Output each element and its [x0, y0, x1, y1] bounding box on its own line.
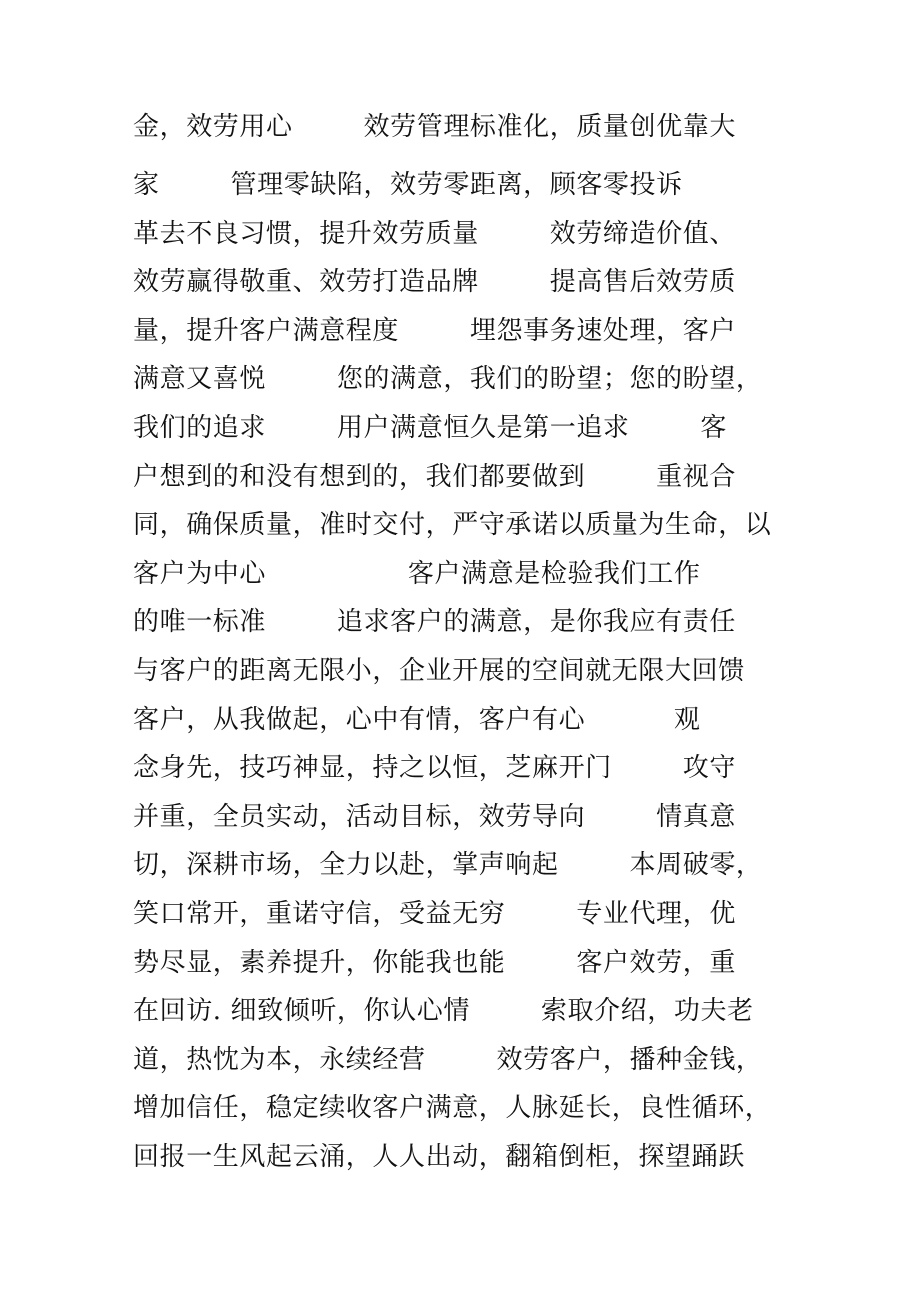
text-line-4: 效劳赢得敬重、效劳打造品牌 提高售后效劳质 [133, 267, 736, 298]
text-line-18: 势尽显，素养提升，你能我也能 客户效劳，重 [133, 947, 736, 978]
text-line-9: 同，确保质量，准时交付，严守承诺以质量为生命，以 [133, 510, 772, 541]
document-text-body [133, 103, 813, 1181]
text-line-6: 满意又喜悦 您的满意，我们的盼望；您的盼望， [133, 364, 763, 395]
text-line-12: 与客户的距离无限小，企业开展的空间就无限大回馈 [133, 655, 745, 686]
text-line-20: 道，热忱为本，永续经营 效劳客户，播种金钱， [133, 1044, 763, 1075]
text-line-14: 念身先，技巧神显，持之以恒，芝麻开门 攻守 [133, 753, 736, 784]
text-line-17: 笑口常开，重诺守信，受益无穷 专业代理，优 [133, 898, 736, 929]
text-line-10: 客户为中心 客户满意是检验我们工作 [133, 558, 701, 589]
text-line-7: 我们的追求 用户满意恒久是第一追求 客 [133, 412, 728, 443]
text-line-13: 客户，从我做起，心中有情，客户有心 观 [133, 704, 701, 735]
text-line-11: 的唯一标准 追求客户的满意，是你我应有责任 [133, 607, 736, 638]
text-line-8: 户想到的和没有想到的，我们都要做到 重视合 [133, 461, 736, 492]
text-line-5: 量，提升客户满意程度 埋怨事务速处理，客户 [133, 315, 736, 346]
text-line-3: 革去不良习惯，提升效劳质量 效劳缔造价值、 [133, 218, 736, 249]
text-line-22: 回报一生风起云涌，人人出动，翻箱倒柜，探望踊跃 [133, 1141, 745, 1172]
text-line-2: 家 管理零缺陷，效劳零距离，顾客零投诉 [133, 170, 683, 200]
text-line-15: 并重，全员实动，活动目标，效劳导向 情真意 [133, 801, 736, 832]
text-line-16: 切，深耕市场，全力以赴，掌声响起 本周破零， [133, 850, 763, 881]
text-line-19: 在回访. 细致倾听，你认心情 索取介绍，功夫老 [133, 996, 754, 1027]
text-line-21: 增加信任，稳定续收客户满意，人脉延长，良性循环， [133, 1093, 772, 1124]
text-line-1: 金，效劳用心 效劳管理标准化，质量创优靠大 [133, 112, 736, 142]
